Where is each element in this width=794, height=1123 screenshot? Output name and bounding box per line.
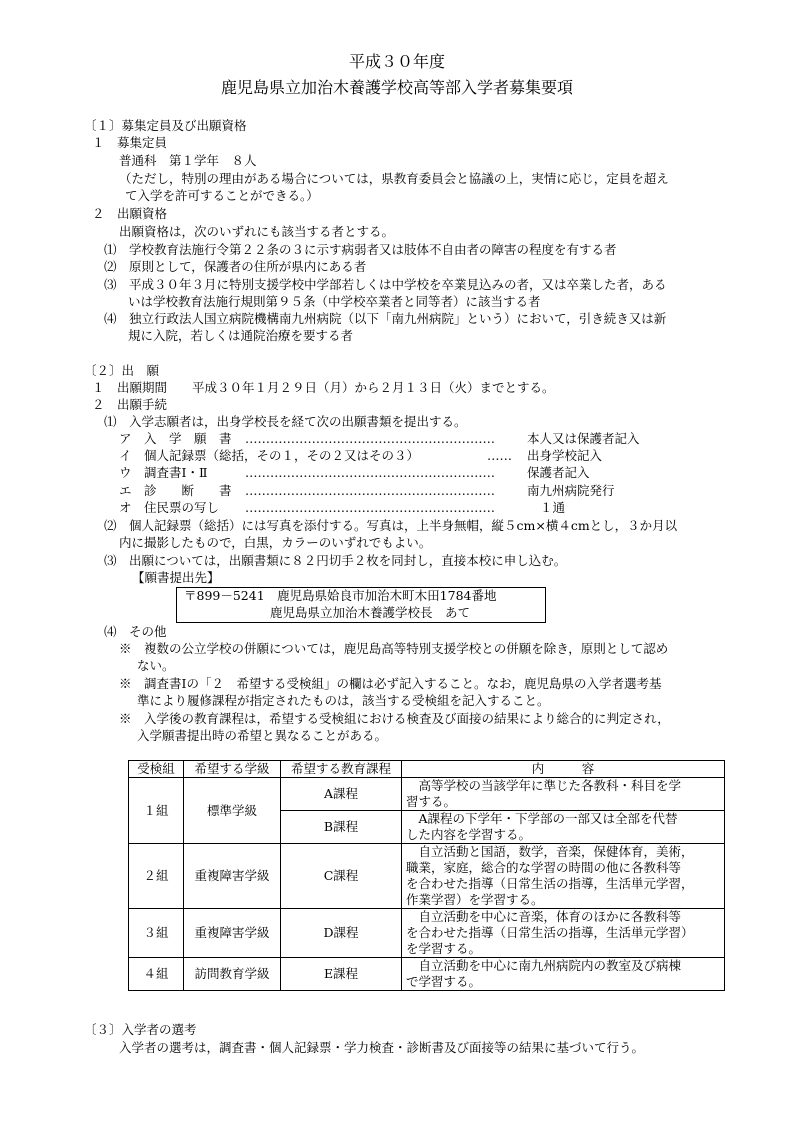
procedure-item-1: ⑴ 入学志願者は，出身学校長を経て次の出願書類を提出する。 (104, 414, 467, 429)
table-header-row (129, 761, 725, 778)
content-line: 自立活動を中心に音楽，体育のほかに各教科等 (406, 909, 682, 924)
group-cell: ２組 (129, 844, 184, 909)
eligibility-item-2: ⑵ 原則として，保護者の住所が県内にある者 (104, 259, 367, 274)
content-line: を合わせた指導（日常生活の指導，生活単元学習， (406, 876, 694, 891)
document-title-year: 平成３０年度 (348, 52, 445, 71)
section3-heading: 〔３〕入学者の選考 (84, 1022, 197, 1037)
content-line: で学習する。 (406, 974, 482, 989)
procedure-item-2-line1: ⑵ 個人記録票（総括）には写真を添付する。写真は，上半身無帽，縦５cm×横４cmとし，３か月以 (104, 518, 678, 533)
content-cell (402, 811, 725, 844)
content-line: を学習する。 (406, 941, 482, 956)
group-cell: ３組 (129, 909, 184, 958)
doc-item-label: ウ 調査書Ⅰ・Ⅱ (119, 465, 208, 480)
recruitment-quota-heading: １ 募集定員 (92, 135, 168, 150)
content-cell (402, 844, 725, 909)
course-table (128, 760, 725, 991)
note-2-line1: ※ 調査書Ⅰの「２ 希望する受検組」の欄は必ず記入すること。なお，鹿児島県の入学者選考基 (119, 676, 662, 691)
course-cell: E課程 (281, 958, 402, 991)
content-line: A課程の下学年・下学部の一部又は全部を代替 (406, 811, 678, 826)
table-header: 受検組 (129, 761, 184, 778)
section1-heading: 〔１〕募集定員及び出願資格 (84, 118, 247, 133)
doc-item-note: １通 (540, 500, 566, 515)
note-1-line1: ※ 複数の公立学校の併願については，鹿児島高等特別支援学校との併願を除き，原則として認め (119, 641, 669, 656)
note-2-line2: 準により履修課程が指定されたものは，該当する受検組を記入すること。 (137, 693, 550, 708)
content-line: 作業学習）を学習する。 (406, 892, 544, 907)
doc-item-note: 保護者記入 (527, 465, 590, 480)
eligibility-heading: ２ 出願資格 (92, 206, 168, 221)
doc-item-leader: …………………………………………………… (245, 483, 495, 498)
group-cell: １組 (129, 778, 184, 844)
quota-line: 普通科 第１学年 ８人 (119, 153, 257, 168)
procedure-item-3: ⑶ 出願については，出願書類に８２円切手２枚を同封し，直接本校に申し込む。 (104, 553, 567, 568)
table-header: 内 容 (402, 761, 725, 778)
content-cell (402, 909, 725, 958)
group-cell: ４組 (129, 958, 184, 991)
submission-address: 〒899－5241 鹿児島県姶良市加治木町木田1784番地 (184, 588, 497, 603)
content-line: 自立活動と国語，数学，音楽，保健体育，美術， (406, 844, 694, 859)
quota-note-line1: （ただし，特別の理由がある場合については，県教育委員会と協議の上，実情に応じ，定員を超え (119, 171, 669, 186)
content-line: 習する。 (406, 794, 457, 809)
quota-note-line2: て入学を許可することができる。） (125, 188, 319, 203)
table-header: 希望する学級 (184, 761, 281, 778)
table-row (129, 958, 725, 991)
course-cell: A課程 (281, 778, 402, 811)
submission-addressee: 鹿児島県立加治木養護学校長 あて (270, 605, 471, 620)
eligibility-intro: 出願資格は，次のいずれにも該当する者とする。 (119, 224, 395, 239)
doc-item-label: イ 個人記録票（総括，その１，その２又はその３） (119, 448, 420, 463)
procedure-item-2-line2: 内に撮影したもので，白黒，カラーのいずれでもよい。 (119, 535, 432, 550)
class-cell: 重複障害学級 (184, 844, 281, 909)
table-header: 希望する教育課程 (281, 761, 402, 778)
doc-item-note: 南九州病院発行 (527, 483, 615, 498)
eligibility-item-3-line2: いは学校教育法施行規則第９５条（中学校卒業者と同等者）に該当する者 (128, 294, 541, 309)
doc-item-leader: …… (487, 448, 512, 463)
course-cell: B課程 (281, 811, 402, 844)
doc-item-leader: …………………………………………………… (245, 500, 495, 515)
table-row (129, 844, 725, 909)
doc-item-leader: …………………………………………………… (245, 431, 495, 446)
eligibility-item-1: ⑴ 学校教育法施行令第２２条の３に示す病弱者又は肢体不自由者の障害の程度を有する者 (104, 242, 617, 257)
eligibility-item-4-line2: 規に入院，若しくは通院治療を要する者 (128, 328, 354, 343)
doc-item-leader: …………………………………………………… (245, 465, 495, 480)
note-3-line2: 入学願書提出時の希望と異なることがある。 (137, 728, 388, 743)
eligibility-item-4-line1: ⑷ 独立行政法人国立病院機構南九州病院（以下「南九州病院」という）において，引き続き又は新 (104, 311, 667, 326)
content-cell (402, 958, 725, 991)
class-cell: 重複障害学級 (184, 909, 281, 958)
doc-item-label: オ 住民票の写し (119, 500, 220, 515)
doc-item-note: 出身学校記入 (527, 448, 603, 463)
table-row (129, 778, 725, 811)
doc-item-label: エ 診 断 書 (119, 483, 232, 498)
procedure-item-4: ⑷ その他 (104, 624, 167, 639)
eligibility-item-3-line1: ⑶ 平成３０年３月に特別支援学校中学部若しくは中学校を卒業見込みの者，又は卒業した者，ある (104, 277, 667, 292)
document-title: 鹿児島県立加治木養護学校高等部入学者募集要項 (220, 78, 573, 97)
submission-destination-heading: 【願書提出先】 (132, 570, 220, 585)
course-cell: C課程 (281, 844, 402, 909)
class-cell: 標準学級 (184, 778, 281, 844)
application-procedure-heading: ２ 出願手続 (92, 397, 168, 412)
class-cell: 訪問教育学級 (184, 958, 281, 991)
doc-item-note: 本人又は保護者記入 (527, 431, 640, 446)
content-line: を合わせた指導（日常生活の指導，生活単元学習） (406, 925, 694, 940)
content-line: 職業，家庭，総合的な学習の時間の他に各教科等 (406, 860, 682, 875)
section2-heading: 〔２〕出 願 (84, 363, 160, 378)
note-1-line2: ない。 (137, 658, 175, 673)
content-line: 自立活動を中心に南九州病院内の教室及び病棟 (406, 958, 682, 973)
selection-body: 入学者の選考は，調査書・個人記録票・学力検査・診断書及び面接等の結果に基づいて行う。 (119, 1040, 645, 1055)
table-row (129, 909, 725, 958)
content-line: した内容を学習する。 (406, 827, 532, 842)
content-line: 高等学校の当該学年に準じた各教科・科目を学 (406, 778, 682, 793)
course-cell: D課程 (281, 909, 402, 958)
application-period: １ 出願期間 平成３０年１月２９日（月）から２月１３日（火）までとする。 (92, 380, 555, 395)
doc-item-label: ア 入 学 願 書 (119, 431, 232, 446)
note-3-line1: ※ 入学後の教育課程は，希望する受検組における検査及び面接の結果により総合的に判定され， (119, 711, 670, 726)
content-cell (402, 778, 725, 811)
